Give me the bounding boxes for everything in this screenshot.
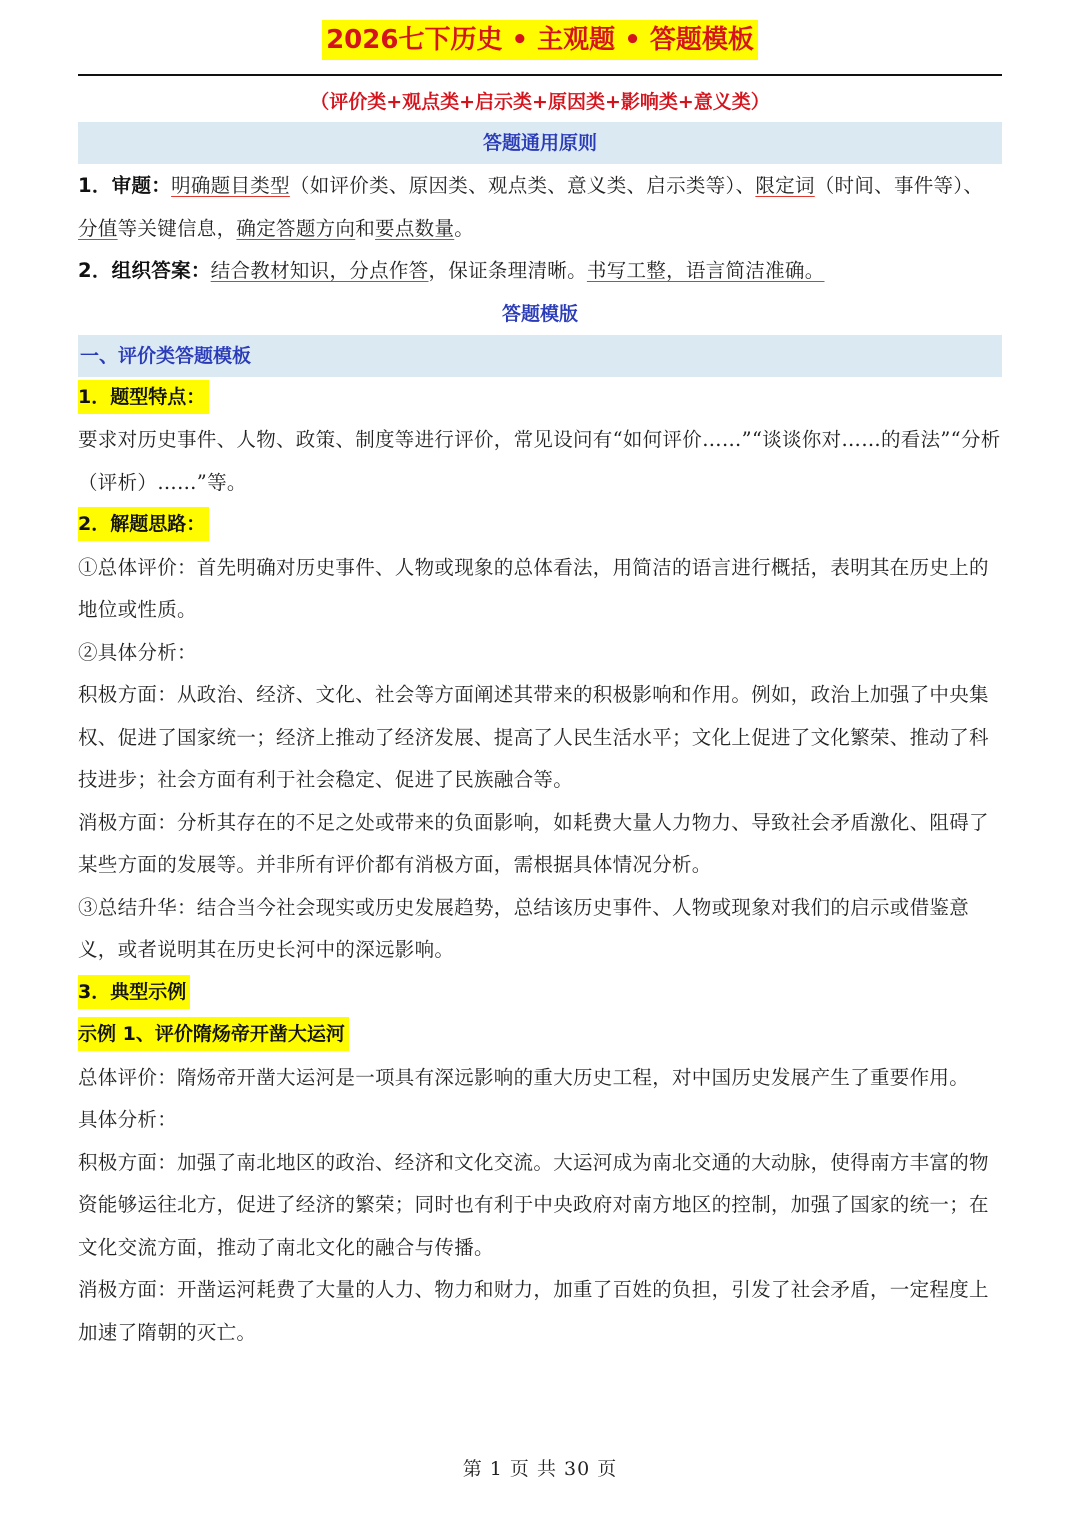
page-footer: 第 1 页 共 30 页 — [462, 1458, 618, 1480]
example-paragraph: 具体分析： — [78, 1108, 178, 1131]
approach-paragraph: ①总体评价：首先明确对历史事件、人物或现象的总体看法，用简洁的语言进行概括，表明其在历史上的地位或性质。 — [78, 555, 989, 621]
principle-1-text: 确定答题方向 — [236, 216, 356, 240]
example-paragraph: 消极方面：开凿运河耗费了大量的人力、物力和财力，加重了百姓的负担，引发了社会矛盾，一定程度上加速了隋朝的灭亡。 — [78, 1278, 989, 1344]
principle-1-text: 明确题目类型 — [171, 174, 290, 197]
document-title: 2026七下历史 • 主观题 • 答题模板 — [322, 20, 758, 60]
principle-1-text: 。 — [454, 216, 475, 240]
page-content — [78, 20, 1002, 1354]
approach-paragraph: ②具体分析： — [78, 640, 197, 664]
title-row — [78, 20, 1002, 66]
principle-item-2 — [78, 250, 1002, 293]
principle-1-text: 和 — [355, 216, 376, 240]
example-label-row — [78, 972, 1002, 1015]
template-heading: 答题模版 — [501, 302, 578, 325]
principle-1-text: （如评价类、原因类、观点类、意义类、启示类等）、 — [289, 174, 756, 197]
principle-1-text: 限定词 — [755, 174, 815, 197]
feature-label: 1．题型特点： — [78, 380, 209, 414]
document-subtitle: （评价类+观点类+启示类+原因类+影响类+意义类） — [310, 91, 770, 113]
principle-1-text: 要点数量 — [375, 216, 455, 240]
section-1-heading: 一、评价类答题模板 — [78, 335, 1002, 377]
principle-1-label: 1．审题： — [78, 174, 172, 197]
example-title-row — [78, 1014, 1002, 1057]
approach-paragraph: ③总结升华：结合当今社会现实或历史发展趋势，总结该历史事件、人物或现象对我们的启示或借鉴意义，或者说明其在历史长河中的深远影响。 — [78, 895, 970, 961]
example-paragraph: 积极方面：加强了南北地区的政治、经济和文化交流。大运河成为南北交通的大动脉，使得南方丰富的物资能够运往北方，促进了经济的繁荣；同时也有利于中央政府对南方地区的控制，加强了国家的统一；在文化交流方面，推动了南北文化的融合与传播。 — [78, 1150, 989, 1259]
approach-label: 2．解题思路： — [78, 507, 209, 541]
principle-item-1 — [78, 165, 1002, 250]
example-paragraph: 总体评价：隋炀帝开凿大运河是一项具有深远影响的重大历史工程，对中国历史发展产生了重要作用。 — [78, 1065, 970, 1089]
principle-2-text: 书写工整，语言简洁准确。 — [586, 259, 825, 282]
principle-1-text: （时间、事件等）、 — [814, 174, 984, 197]
title-divider — [78, 74, 1002, 76]
approach-paragraph: 积极方面：从政治、经济、文化、社会等方面阐述其带来的积极影响和作用。例如，政治上加强了中央集权、促进了国家统一；经济上推动了经济发展、提高了人民生活水平；文化上促进了文化繁荣、推动了科技进步；社会方面有利于社会稳定、促进了民族融合等。 — [78, 683, 989, 791]
principles-heading: 答题通用原则 — [78, 122, 1002, 164]
principle-2-label: 2．组织答案： — [78, 259, 211, 282]
principle-2-text: ，保证条理清晰。 — [428, 259, 587, 282]
feature-label-row — [78, 377, 1002, 420]
approach-label-row — [78, 504, 1002, 547]
feature-text: 要求对历史事件、人物、政策、制度等进行评价，常见设问有“如何评价……”“谈谈你对……的看法”“分析（评析）……”等。 — [78, 428, 1001, 494]
approach-paragraph: 消极方面：分析其存在的不足之处或带来的负面影响，如耗费大量人力物力、导致社会矛盾激化、阻碍了某些方面的发展等。并非所有评价都有消极方面，需根据具体情况分析。 — [78, 810, 989, 876]
example-title: 示例 1、评价隋炀帝开凿大运河 — [78, 1017, 349, 1051]
example-label: 3．典型示例 — [78, 975, 190, 1009]
principle-1-text: 分值 — [78, 216, 118, 240]
principle-2-text: 结合教材知识，分点作答 — [210, 259, 429, 282]
principle-1-text: 等关键信息， — [117, 216, 237, 240]
